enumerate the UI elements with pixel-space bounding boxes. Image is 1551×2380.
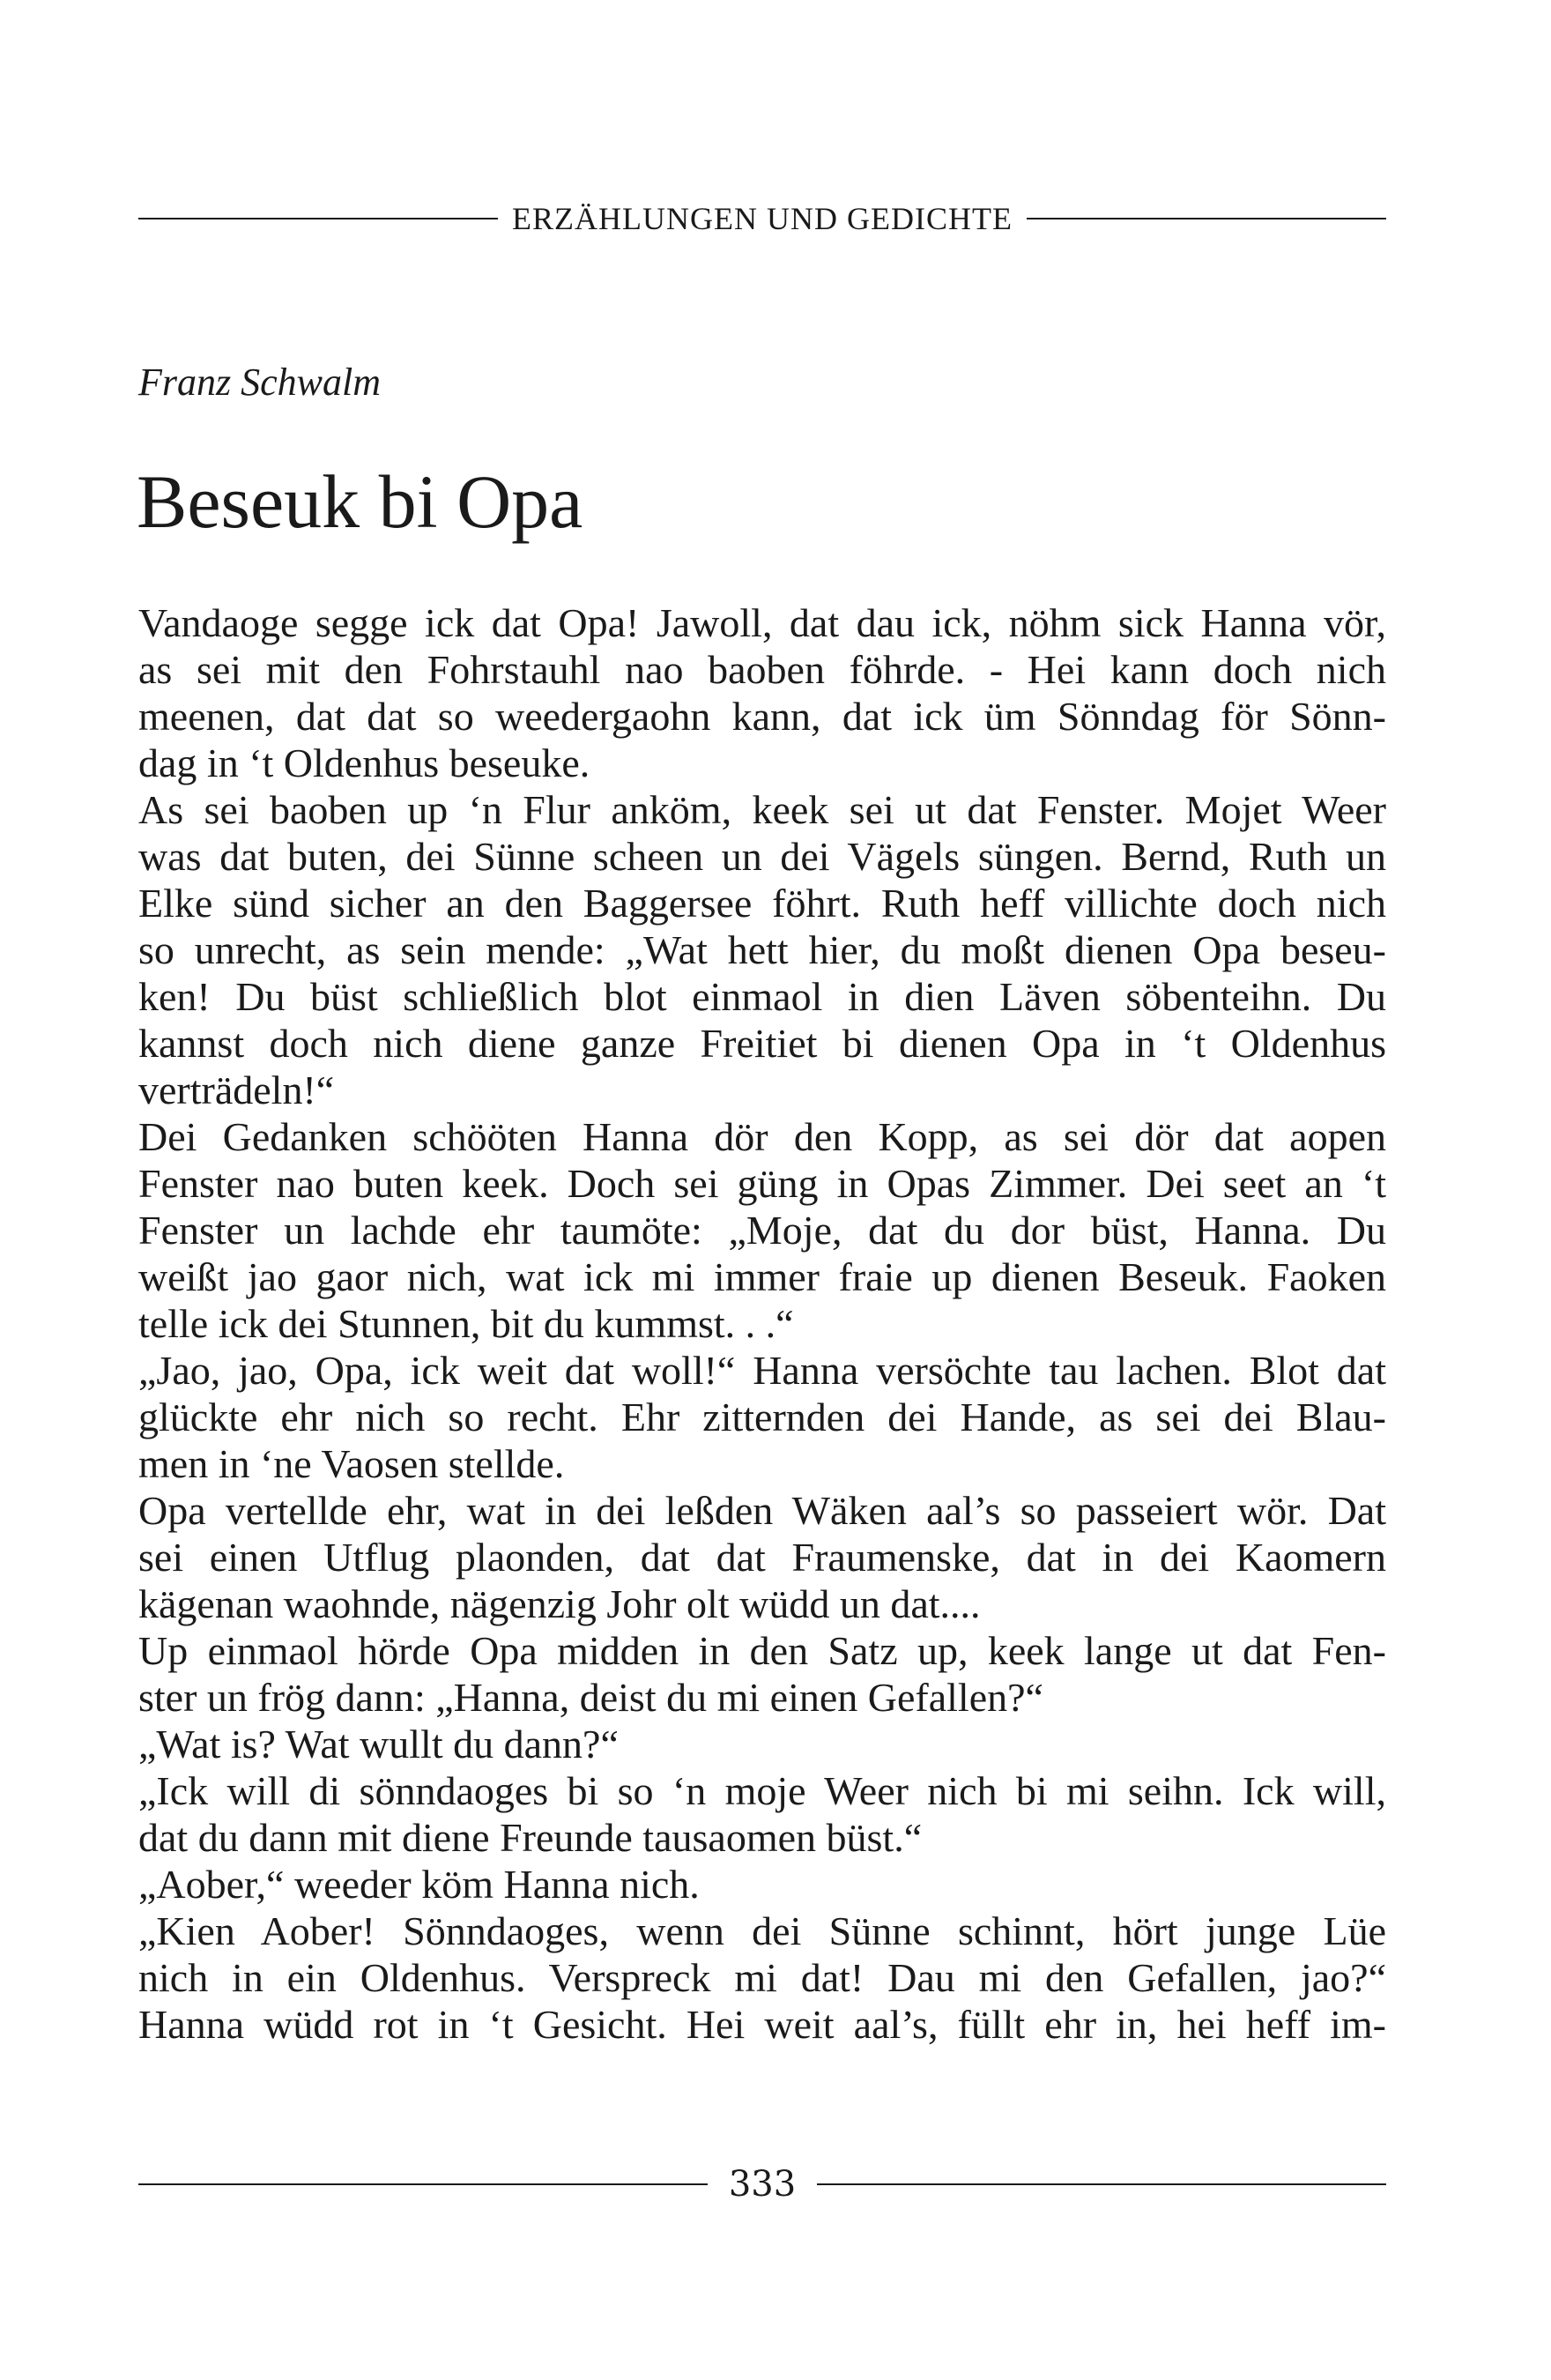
text-line: Dei Gedanken schööten Hanna dör den Kopp, as sei dör dat aopen: [138, 1114, 1386, 1159]
page-number: 333: [728, 2164, 797, 2205]
footer-rule-right: [817, 2183, 1386, 2185]
text-line: „Ick will di sönndaoges bi so ‘n moje Weer nich bi mi seihn. Ick will,: [138, 1768, 1386, 1813]
body-text: [138, 599, 1386, 2048]
text-line: Hanna wüdd rot in ‘t Gesicht. Hei weit aal’s, füllt ehr in, hei heff im-: [138, 2002, 1386, 2047]
text-line: sei einen Utflug plaonden, dat dat Fraumenske, dat in dei Kaomern: [138, 1535, 1386, 1580]
text-line: verträdeln!“: [138, 1067, 335, 1112]
text-line: „Jao, jao, Opa, ick weit dat woll!“ Hanna versöchte tau lachen. Blot dat: [138, 1348, 1386, 1393]
text-line: dat du dann mit diene Freunde tausaomen büst.“: [138, 1815, 923, 1860]
section-title: ERZÄHLUNGEN UND GEDICHTE: [512, 201, 1013, 236]
text-line: glückte ehr nich so recht. Ehr zitternden dei Hande, as sei dei Blau-: [138, 1395, 1386, 1439]
text-line: ster un frög dann: „Hanna, deist du mi einen Gefallen?“: [138, 1675, 1043, 1720]
text-line: Up einmaol hörde Opa midden in den Satz up, keek lange ut dat Fen-: [138, 1628, 1386, 1673]
text-line: was dat buten, dei Sünne scheen un dei Vägels süngen. Bernd, Ruth un: [138, 834, 1386, 879]
text-line: men in ‘ne Vaosen stellde.: [138, 1441, 565, 1486]
text-line: „Aober,“ weeder köm Hanna nich.: [138, 1862, 700, 1907]
text-line: Opa vertellde ehr, wat in dei leßden Wäken aal’s so passeiert wör. Dat: [138, 1488, 1386, 1533]
text-line: Vandaoge segge ick dat Opa! Jawoll, dat dau ick, nöhm sick Hanna vör,: [138, 600, 1386, 645]
text-line: Fenster nao buten keek. Doch sei güng in Opas Zimmer. Dei seet an ‘t: [138, 1161, 1386, 1206]
text-line: nich in ein Oldenhus. Verspreck mi dat! Dau mi den Gefallen, jao?“: [138, 1955, 1386, 2000]
header-rule-right: [1027, 218, 1386, 219]
page-footer: [138, 2158, 1386, 2211]
text-line: Elke sünd sicher an den Baggersee föhrt. Ruth heff villichte doch nich: [138, 881, 1386, 926]
text-line: telle ick dei Stunnen, bit du kummst. . .“: [138, 1301, 794, 1346]
text-line: „Wat is? Wat wullt du dann?“: [138, 1722, 619, 1766]
running-header: [138, 192, 1386, 245]
header-rule-left: [138, 218, 498, 219]
footer-rule-left: [138, 2183, 708, 2185]
text-line: kägenan waohnde, nägenzig Johr olt wüdd un dat....: [138, 1581, 981, 1626]
text-line: ken! Du büst schließlich blot einmaol in dien Läven söbenteihn. Du: [138, 974, 1386, 1019]
text-line: „Kien Aober! Sönndaoges, wenn dei Sünne schinnt, hört junge Lüe: [138, 1908, 1386, 1953]
text-line: meenen, dat dat so weedergaohn kann, dat ick üm Sönndag för Sönn-: [138, 694, 1386, 739]
text-line: as sei mit den Fohrstauhl nao baoben föhrde. - Hei kann doch nich: [138, 647, 1386, 692]
text-line: dag in ‘t Oldenhus beseuke.: [138, 740, 590, 785]
text-line: weißt jao gaor nich, wat ick mi immer fraie up dienen Beseuk. Faoken: [138, 1254, 1386, 1299]
text-line: Fenster un lachde ehr taumöte: „Moje, dat du dor büst, Hanna. Du: [138, 1208, 1386, 1253]
author-name: Franz Schwalm: [138, 361, 381, 404]
text-line: As sei baoben up ‘n Flur anköm, keek sei ut dat Fenster. Mojet Weer: [138, 787, 1386, 832]
article-title: Beseuk bi Opa: [137, 459, 583, 544]
text-line: so unrecht, as sein mende: „Wat hett hier, du moßt dienen Opa beseu-: [138, 927, 1386, 972]
text-line: kannst doch nich diene ganze Freitiet bi dienen Opa in ‘t Oldenhus: [138, 1021, 1386, 1066]
